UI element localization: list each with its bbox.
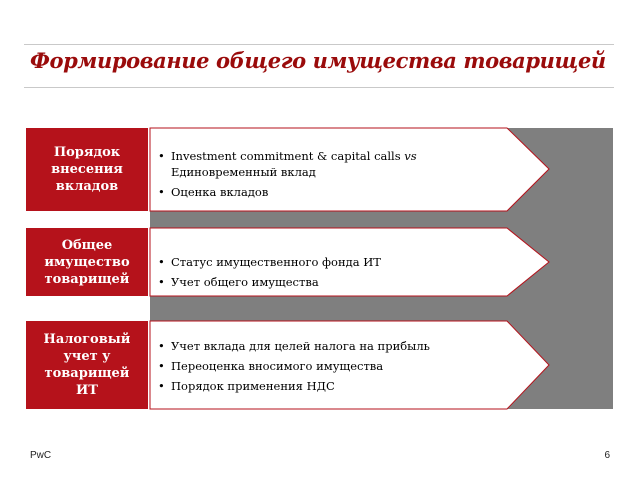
row-label-text: Общее имущество товарищей bbox=[44, 237, 130, 287]
bullet-italic: vs bbox=[404, 149, 417, 163]
row-label-common-property bbox=[26, 228, 148, 296]
bullet-list-common-property bbox=[157, 254, 381, 294]
bullet-item bbox=[157, 274, 381, 290]
bullet-text-line2: Единовременный вклад bbox=[171, 165, 316, 179]
page-title: Формирование общего имущества товарищей bbox=[30, 48, 606, 73]
bullet-list-tax-accounting bbox=[157, 338, 430, 398]
bullet-item bbox=[157, 358, 430, 374]
bullet-text: Оценка вкладов bbox=[171, 185, 269, 199]
page-number: 6 bbox=[604, 450, 610, 461]
row-label-text: Налоговый учет у товарищей ИТ bbox=[43, 332, 131, 398]
bullet-text: Учет вклада для целей налога на прибыль bbox=[171, 339, 430, 353]
footer-brand: PwC bbox=[30, 450, 52, 461]
bullet-item bbox=[157, 184, 417, 200]
bullet-list-contributions bbox=[157, 148, 417, 204]
row-label-text: Порядок внесения вкладов bbox=[51, 145, 123, 194]
row-label-tax-accounting bbox=[26, 321, 148, 409]
row-label-contributions bbox=[26, 128, 148, 211]
bullet-item bbox=[157, 148, 417, 180]
bullet-text: Порядок применения НДС bbox=[171, 379, 335, 393]
bullet-item bbox=[157, 254, 381, 270]
bullet-text: Переоценка вносимого имущества bbox=[171, 359, 384, 373]
bullet-text: Учет общего имущества bbox=[171, 275, 319, 289]
bullet-text: Investment commitment & capital calls bbox=[171, 149, 405, 163]
bullet-item bbox=[157, 338, 430, 354]
bullet-item bbox=[157, 378, 430, 394]
bullet-text: Статус имущественного фонда ИТ bbox=[171, 255, 381, 269]
